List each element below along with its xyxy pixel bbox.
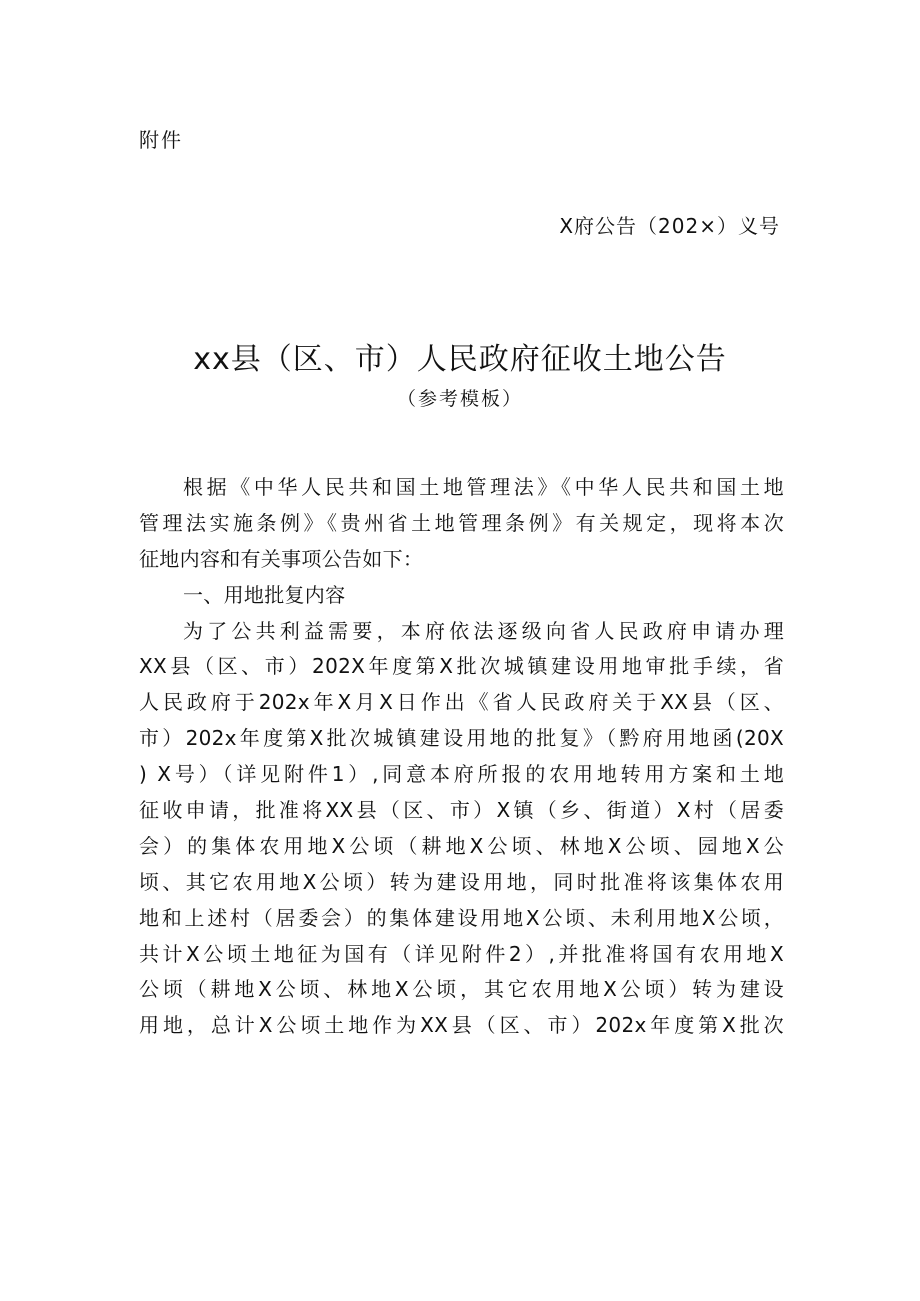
section1-line: 公顷（耕地X公顷、林地X公顷，其它农用地X公顷）转为建设 bbox=[139, 977, 784, 1002]
section1-line: 为了公共利益需要，本府依法逐级向省人民政府申请办理 bbox=[183, 618, 784, 643]
intro-line: 征地内容和有关事项公告如下： bbox=[139, 546, 424, 571]
intro-line: 根据《中华人民共和国土地管理法》《中华人民共和国土地 bbox=[183, 475, 784, 499]
section1-line: 人民政府于202x年X月X日作出《省人民政府关于XX县（区、 bbox=[139, 690, 784, 715]
section-heading: 一、用地批复内容 bbox=[183, 582, 346, 607]
section1-line: 顷、其它农用地X公顷）转为建设用地，同时批准将该集体农用 bbox=[139, 869, 784, 894]
attachment-label: 附件 bbox=[139, 128, 183, 152]
section1-line: 会）的集体农用地X公顷（耕地X公顷、林地X公顷、园地X公 bbox=[139, 833, 784, 858]
page-title: xx县（区、市）人民政府征收土地公告 bbox=[193, 342, 727, 377]
section1-line: XX县（区、市）202X年度第X批次城镇建设用地审批手续，省 bbox=[139, 654, 784, 679]
section1-line: 共计X公顷土地征为国有（详见附件2）,并批准将国有农用地X bbox=[139, 941, 784, 966]
section1-line: 市）202x年度第X批次城镇建设用地的批复》（黔府用地函(20X bbox=[139, 726, 784, 751]
section1-line: ) X号）（详见附件1）,同意本府所报的农用地转用方案和土地 bbox=[139, 762, 784, 787]
section1-line: 用地，总计X公顷土地作为XX县（区、市）202x年度第X批次 bbox=[139, 1013, 784, 1038]
page-subtitle: （参考模板） bbox=[396, 388, 523, 410]
section1-line: 征收申请，批准将XX县（区、市）X镇（乡、街道）X村（居委 bbox=[139, 798, 784, 823]
document-number: X府公告（202×）义号 bbox=[559, 214, 780, 238]
intro-line: 管理法实施条例》《贵州省土地管理条例》有关规定，现将本次 bbox=[139, 510, 784, 535]
body-text bbox=[139, 470, 784, 1044]
section1-line: 地和上述村（居委会）的集体建设用地X公顷、未利用地X公顷， bbox=[139, 905, 784, 930]
